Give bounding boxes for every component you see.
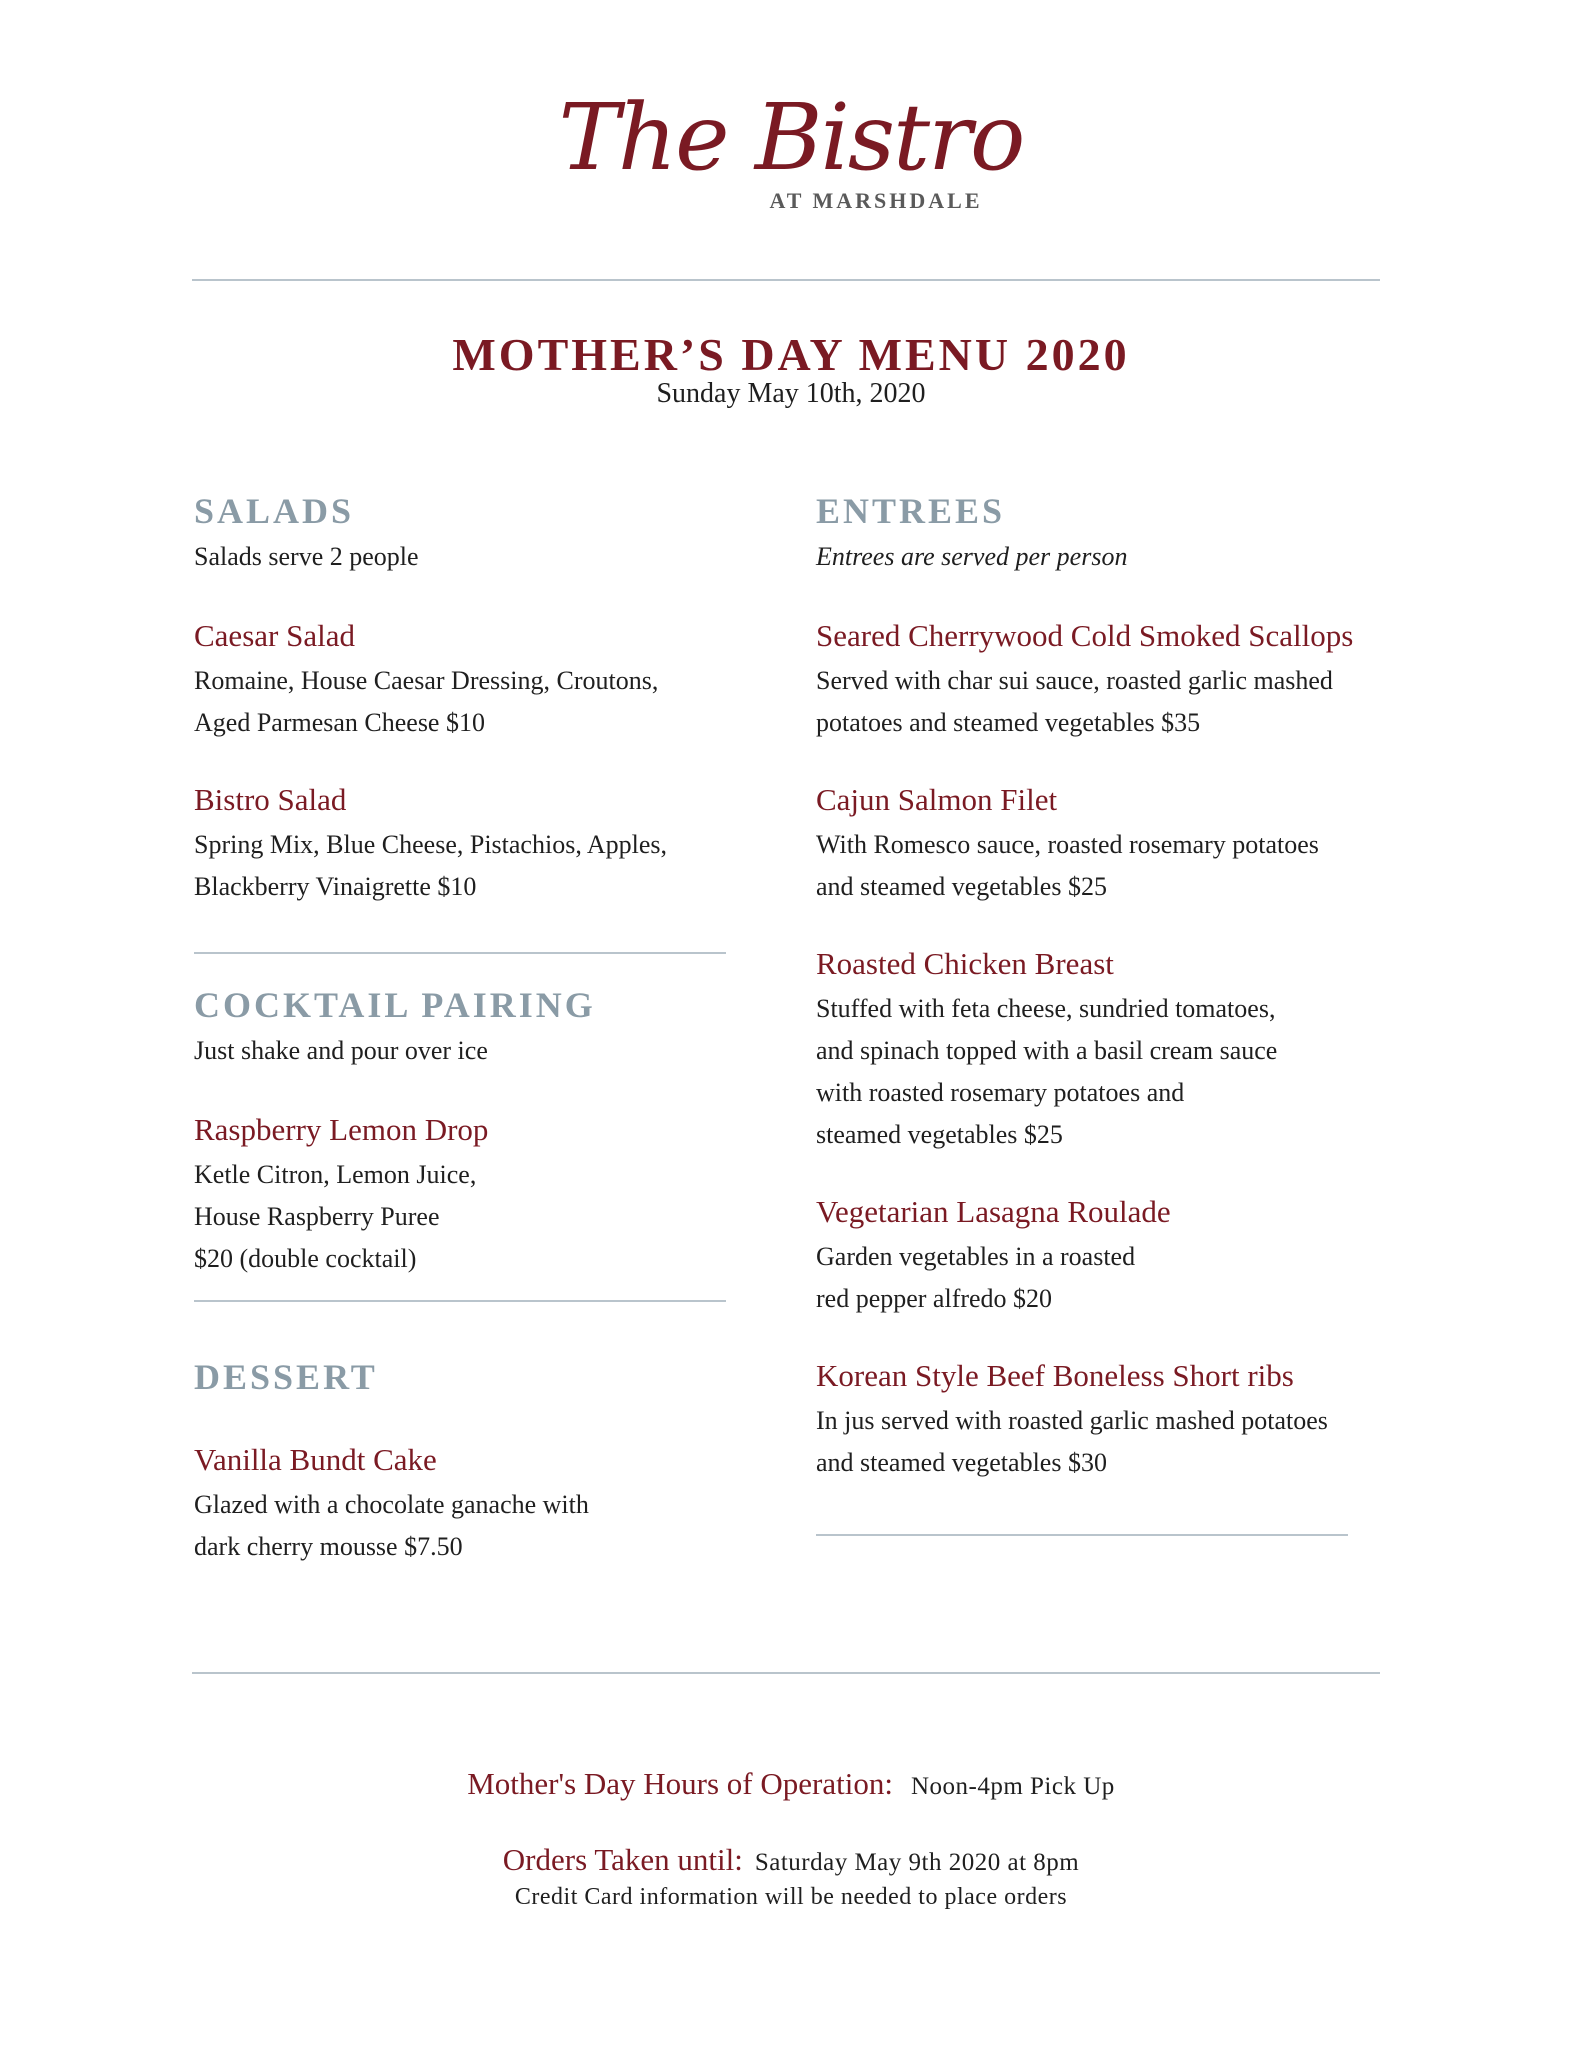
menu-item-name: Bistro Salad (194, 782, 347, 817)
section-title-cocktail: COCKTAIL PAIRING (194, 985, 596, 1025)
page-title: MOTHER’S DAY MENU 2020 (452, 329, 1130, 380)
section-title-entrees: ENTREES (816, 491, 1006, 531)
section-title-salads: SALADS (194, 491, 355, 531)
orders-label: Orders Taken until: (502, 1842, 743, 1877)
cocktail-note: Just shake and pour over ice (194, 1036, 488, 1065)
menu-item-name: Caesar Salad (194, 618, 355, 653)
logo-subtitle: AT MARSHDALE (769, 188, 983, 213)
menu-item-desc: Romaine, House Caesar Dressing, Croutons, Aged Parmesan Cheese $10 (194, 666, 659, 737)
hours-label: Mother's Day Hours of Operation: (467, 1766, 893, 1801)
menu-item-name: Vanilla Bundt Cake (194, 1442, 437, 1477)
menu-item-name: Korean Style Beef Boneless Short ribs (816, 1358, 1294, 1393)
menu-date: Sunday May 10th, 2020 (656, 378, 926, 409)
menu-item-name: Seared Cherrywood Cold Smoked Scallops (816, 618, 1354, 653)
menu-item-desc: Garden vegetables in a roasted red pepper alfredo $20 (816, 1242, 1136, 1313)
orders-line (0, 1842, 1582, 1878)
entrees-note: Entrees are served per person (816, 542, 1128, 571)
left-divider-1 (194, 952, 726, 954)
menu-item-desc: Served with char sui sauce, roasted garlic mashed potatoes and steamed vegetables $35 (816, 666, 1333, 737)
menu-item-name: Raspberry Lemon Drop (194, 1112, 489, 1147)
logo (0, 84, 1582, 214)
menu-item-desc: With Romesco sauce, roasted rosemary potatoes and steamed vegetables $25 (816, 830, 1319, 901)
salads-note: Salads serve 2 people (194, 542, 419, 571)
hours-line (0, 1766, 1582, 1802)
menu-item-name: Roasted Chicken Breast (816, 946, 1114, 981)
orders-value: Saturday May 9th 2020 at 8pm (754, 1849, 1080, 1876)
logo-script: The Bistro (558, 84, 1024, 191)
menu-item-desc: In jus served with roasted garlic mashed potatoes and steamed vegetables $30 (816, 1406, 1328, 1477)
section-title-dessert: DESSERT (194, 1357, 378, 1397)
menu-item-name: Cajun Salmon Filet (816, 782, 1058, 817)
right-divider (816, 1534, 1348, 1536)
left-divider-2 (194, 1300, 726, 1302)
menu-item-desc: Glazed with a chocolate ganache with dark cherry mousse $7.50 (194, 1490, 589, 1561)
credit-note: Credit Card information will be needed to place orders (514, 1884, 1068, 1910)
menu-item-desc: Ketle Citron, Lemon Juice, House Raspberry Puree $20 (double cocktail) (194, 1160, 477, 1273)
top-divider (192, 279, 1380, 281)
menu-item-desc: Spring Mix, Blue Cheese, Pistachios, Apples, Blackberry Vinaigrette $10 (194, 830, 668, 901)
hours-value: Noon-4pm Pick Up (910, 1773, 1115, 1800)
menu-item-desc: Stuffed with feta cheese, sundried tomatoes, and spinach topped with a basil cream sauce with roasted rosemary potatoes and steamed vegetables $25 (816, 994, 1278, 1149)
bottom-divider (192, 1672, 1380, 1674)
menu-item-name: Vegetarian Lasagna Roulade (816, 1194, 1171, 1229)
